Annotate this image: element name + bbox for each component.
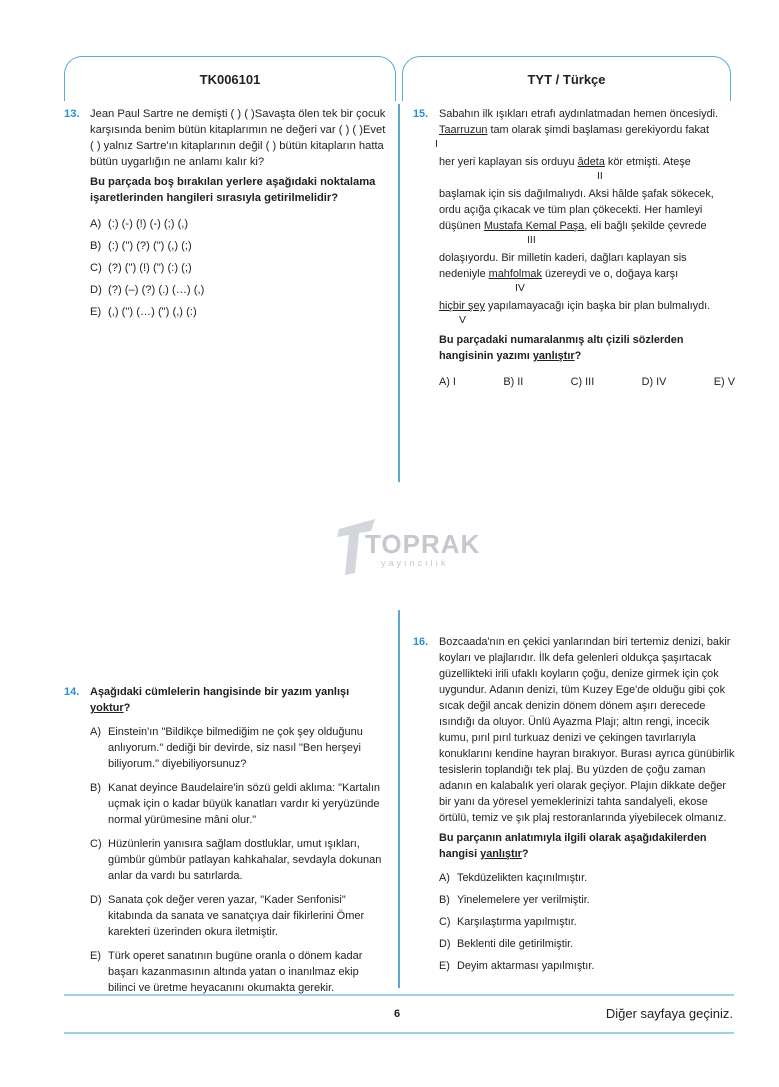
question-prompt: Bu parçanın anlatımıyla ilgili olarak aşağıdakilerden hangisi yanlıştır?: [439, 832, 707, 860]
option-a[interactable]: A) Einstein'ın "Bildikçe bilmediğim ne çok şey olduğunu anlıyorum." dediği bir devirde, siz nasıl "Ben herşeyi biliyorum." diyebiliyorsunuz?: [90, 726, 363, 770]
question-number: 15.: [413, 108, 429, 120]
roman-2: II: [597, 170, 603, 182]
question-16: [413, 634, 735, 974]
option-b[interactable]: B) Kanat deyince Baudelaire'in sözü geldi aklıma: "Kartalın uçmak için o kadar büyük kanatları vardır ki yeryüzünde normal yürümesine mâni olur.": [90, 782, 380, 826]
option-e[interactable]: E) (,) (") (…) (") (,) (:): [90, 306, 197, 318]
question-14: [64, 684, 388, 996]
header-left-box: [64, 56, 396, 101]
header-right-box: [402, 56, 731, 101]
option-c[interactable]: C) III: [570, 376, 595, 388]
option-e[interactable]: E) Türk operet sanatının bugüne oranla o dönem kadar başarı kazanmasının altında yatan o inanılmaz ekip bilinci ve üretme heyacanını okumakta gerekir.: [90, 950, 363, 994]
option-c[interactable]: C) Karşılaştırma yapılmıştır.: [439, 916, 577, 928]
footer-rule-top: [64, 994, 734, 996]
option-b[interactable]: B) Yinelemelere yer verilmiştir.: [439, 894, 590, 906]
question-15: 15. Sabahın ilk ışıkları etrafı aydınlatmadan hemen öncesiydi. Taarruzun tam olarak şimdi başlaması gerekiyordu fakat I her yeri kaplayan sis orduyu âdeta kör etmişti. Ateşe II başlamak için sis dağılmalıydı. Aksi hâlde şafak sökecek, ordu açığa çıkacak ve tüm plan çökecekti. Her hamleyi düşünen Mustafa Kemal Paşa, eli bağlı şekilde çevrede III dolaşıyordu. Bir milletin kaderi, dağları kaplayan sis nedeniyle mahfolmak üzereydi ve o, doğaya karşı IV hiçbir şey yapılamayacağı için başka bir plan bulmalıydı. V Bu parçadaki numaralanmış altı çizili sözlerden hangisinin yazımı yanlıştır? A) I B) II C) III D) IV E) V: [413, 108, 735, 388]
question-prompt: Bu parçadaki numaralanmış altı çizili sözlerden hangisinin yazımı yanlıştır?: [439, 334, 684, 362]
question-number: 16.: [413, 636, 429, 648]
question-stem: Jean Paul Sartre ne demişti ( ) ( )Savaşta ölen tek bir çocuk karşısında benim bütün kitaplarımın ne değeri var ( ) ( )Evet ( ) yalnız Sartre'ın kitaplarının değil ( ) bütün kitapların hatta bütün uygarlığın ne anlamı kalır ki?: [90, 108, 386, 168]
underlined-word-3: Mustafa Kemal Paşa: [483, 220, 585, 232]
question-prompt: Aşağıdaki cümlelerin hangisinde bir yazım yanlışı yoktur?: [90, 686, 350, 714]
column-divider-bottom: [398, 610, 400, 988]
option-c[interactable]: C) (?) (") (!) (") (:) (;): [90, 262, 192, 274]
option-d[interactable]: D) Sanata çok değer veren yazar, "Kader Senfonisi" kitabında da sanata ve sanatçıya dair fikirlerini Ömer karekteri üzerinden okura iletmiştir.: [90, 894, 365, 938]
publisher-logo: [335, 515, 481, 577]
option-d[interactable]: D) Beklenti dile getirilmiştir.: [439, 938, 574, 950]
option-a[interactable]: A) Tekdüzelikten kaçınılmıştır.: [439, 872, 588, 884]
option-e[interactable]: E) Deyim aktarması yapılmıştır.: [439, 960, 595, 972]
underlined-word-2: âdeta: [577, 156, 605, 168]
underlined-word-1: Taarruzun: [439, 124, 488, 136]
booklet-code: TK006101: [199, 71, 261, 87]
option-d[interactable]: D) (?) (–) (?) (.) (…) (,): [90, 284, 205, 296]
page-number: 6: [394, 1008, 401, 1020]
option-a[interactable]: A) (:) (-) (!) (-) (;) (,): [90, 218, 189, 230]
column-divider-top: [398, 104, 400, 482]
question-prompt: Bu parçada boş bırakılan yerlere aşağıdaki noktalama işaretlerinden hangileri sırasıyla getirilmelidir?: [90, 176, 376, 204]
roman-4: IV: [515, 282, 525, 294]
roman-5: V: [459, 314, 467, 326]
question-paragraph: Bozcaada'nın en çekici yanlarından biri tertemiz denizi, bakir koyları ve plajlarıdır. İlk defa gelenleri oldukça şaşırtacak güzellikteki irili ufaklı koyların çoğu, denize girmek için çok uygundur. Adanın denizi, tüm Kuzey Ege'de olduğu gibi çok sıcak değil ancak denizin dönem dönem aşırı derecede ısındığı da oluyor. Ünlü Ayazma Plajı; altın rengi, incecik kumu, pırıl pırıl turkuaz denizi ve çekingen tavırlarıyla konuklarını kendine hayran bırakıyor. Burası ayrıca günübirlik tesislerin toplandığı tek plaj. Bu yüzden de çoğu zaman adanın en kalabalık yeri olarak geçiyor. Plajın dikkate değer bir yanı da yöresel yemeklerinizi tahta sandalyeli, ekose örtülü, temiz ve şık plaj restoranlarında yiyebilecek olmanız.: [439, 636, 735, 824]
answer-row: [439, 374, 735, 390]
roman-1: I: [435, 138, 438, 150]
question-number: 13.: [64, 108, 80, 120]
footer-rule-bottom: [64, 1032, 734, 1034]
logo-word: TOPRAK: [365, 529, 481, 559]
option-e[interactable]: E) V: [713, 376, 735, 388]
question-13: [64, 106, 388, 320]
logo-subtitle: yayıncılık: [381, 558, 449, 568]
option-b[interactable]: B) (:) (") (?) (") (,) (;): [90, 240, 192, 252]
option-a[interactable]: A) I: [439, 376, 456, 388]
option-d[interactable]: D) IV: [641, 376, 667, 388]
option-c[interactable]: C) Hüzünlerin yanısıra sağlam dostluklar, umut ışıkları, gümbür gümbür patlayan kahkahalar, sevdayla dokunan anlar da vardı bu satırlarda.: [90, 838, 382, 882]
underlined-word-4: mahfolmak: [488, 268, 542, 280]
question-number: 14.: [64, 686, 80, 698]
option-b[interactable]: B) II: [503, 376, 524, 388]
next-page-note: Diğer sayfaya geçiniz.: [605, 1006, 733, 1021]
underlined-word-5: hiçbir şey: [439, 300, 485, 312]
subject-title: TYT / Türkçe: [527, 71, 606, 87]
roman-3: III: [527, 234, 536, 246]
